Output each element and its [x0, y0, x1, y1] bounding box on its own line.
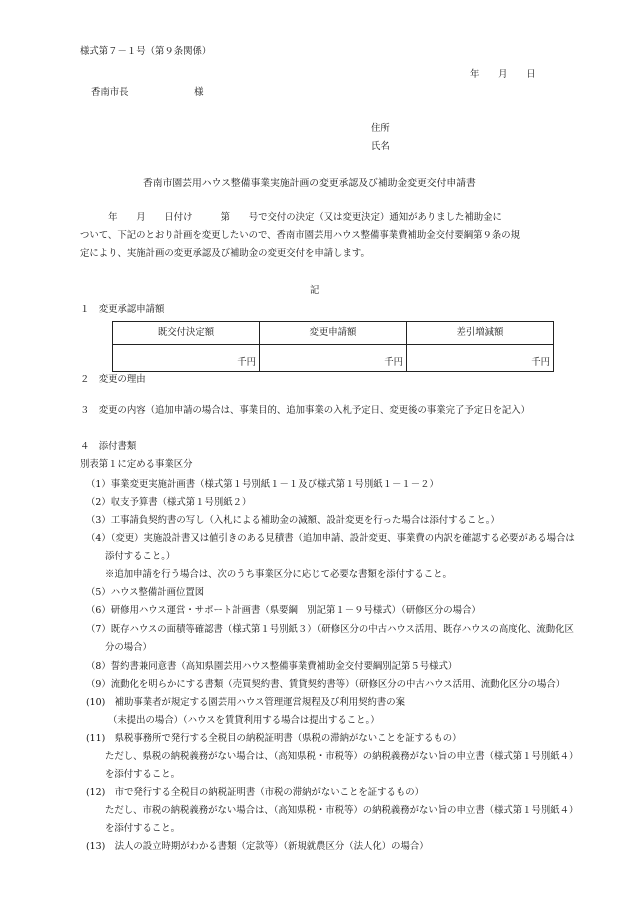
- date-line: 年 月 日: [470, 69, 536, 80]
- body-line: 定により、実施計画の変更承認及び補助金の変更交付を申請します。: [80, 248, 370, 259]
- section-3-heading: ３ 変更の内容（追加申請の場合は、事業目的、追加事業の入札予定日、変更後の事業完了予定日を記入）: [80, 405, 531, 416]
- document-title: 香南市園芸用ハウス整備事業実施計画の変更承認及び補助金変更交付申請書: [143, 178, 476, 189]
- list-item: （4）（変更）実施設計書又は値引きのある見積書（追加申請、設計変更、事業費の内訳を確認する必要がある場合は: [86, 533, 575, 544]
- form-number: 様式第７－１号（第９条関係）: [80, 46, 212, 57]
- list-item: ※追加申請を行う場合は、次のうち事業区分に応じて必要な書類を添付すること。: [105, 569, 452, 580]
- header-cell: 既交付決定額: [113, 322, 260, 345]
- list-item: （1）事業変更実施計画書（様式第１号別紙１－１及び様式第１号別紙１－１－２）: [86, 479, 439, 490]
- applicant-name-label: 氏名: [371, 141, 390, 152]
- table-header-row: [113, 322, 554, 345]
- list-item: （未提出の場合）（ハウスを賃貸利用する場合は提出すること。）: [108, 715, 380, 726]
- body-line: ついて、下記のとおり計画を変更したいので、香南市園芸用ハウス整備事業費補助金交付要綱第９条の規: [80, 230, 520, 241]
- list-item: 分の場合）: [105, 642, 152, 653]
- amount-table: [112, 321, 554, 372]
- list-item: （7）既存ハウスの面積等確認書（様式第１号別紙３）（研修区分の中古ハウス活用、既存ハウスの高度化、流動化区: [86, 624, 574, 635]
- list-item: を添付すること。: [105, 769, 181, 780]
- header-cell: 差引増減額: [407, 322, 554, 345]
- amount-cell: 千円: [113, 345, 260, 372]
- table-row: [113, 345, 554, 372]
- list-item: （5）ハウス整備計画位置図: [86, 587, 205, 598]
- list-item: （6）研修用ハウス運営・サポート計画書（県要綱 別記第１－９号様式）（研修区分の場合）: [86, 605, 481, 616]
- section-2-heading: ２ 変更の理由: [80, 374, 146, 385]
- list-item: (10) 補助事業者が規定する園芸用ハウス管理運営規程及び利用契約書の案: [86, 697, 405, 708]
- list-item: (11) 県税事務所で発行する全税目の納税証明書（県税の滞納がないことを証するもの）: [86, 733, 462, 744]
- section-4-heading: ４ 添付書類: [80, 441, 137, 452]
- list-item: （9）流動化を明らかにする書類（売買契約書、賃貸契約書等）（研修区分の中古ハウス活用、流動化区分の場合）: [86, 679, 566, 690]
- list-item: ただし、県税の納税義務がない場合は、（高知県税・市税等）の納税義務がない旨の申立書（様式第１号別紙４）: [105, 751, 579, 762]
- attachment-intro: 別表第１に定める事業区分: [80, 459, 193, 470]
- list-item: (13) 法人の設立時期がわかる書類（定款等）（新規就農区分（法人化）の場合）: [86, 841, 429, 852]
- list-item: を添付すること。: [105, 823, 181, 834]
- applicant-address-label: 住所: [371, 123, 390, 134]
- header-cell: 変更申請額: [260, 322, 407, 345]
- list-item: （2）収支予算書（様式第１号別紙２）: [86, 497, 252, 508]
- list-item: ただし、市税の納税義務がない場合は、（高知県税・市税等）の納税義務がない旨の申立書（様式第１号別紙４）: [105, 805, 579, 816]
- list-item: （3）工事請負契約書の写し（入札による補助金の減額、設計変更を行った場合は添付すること。）: [86, 515, 500, 526]
- list-item: (12) 市で発行する全税目の納税証明書（市税の滞納がないことを証するもの）: [86, 787, 424, 798]
- ki-heading: 記: [310, 285, 320, 296]
- amount-cell: 千円: [260, 345, 407, 372]
- list-item: 添付すること。）: [105, 551, 176, 562]
- list-item: （8）誓約書兼同意書（高知県園芸用ハウス整備事業費補助金交付要綱別記第５号様式）: [86, 661, 458, 672]
- addressee: 香南市長 様: [91, 87, 204, 98]
- amount-cell: 千円: [407, 345, 554, 372]
- section-1-heading: １ 変更承認申請額: [80, 304, 165, 315]
- body-line: 年 月 日付け 第 号で交付の決定（又は変更決定）通知がありました補助金に: [80, 212, 502, 223]
